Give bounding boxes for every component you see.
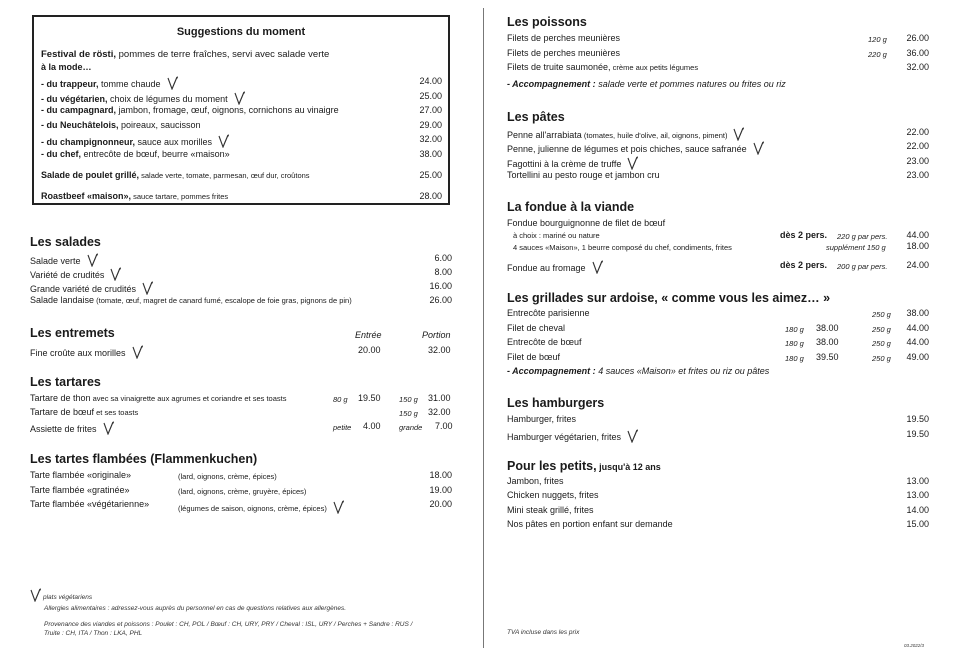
poisson-price: 36.00 <box>906 47 929 58</box>
grillade-price2: 38.00 <box>906 308 929 318</box>
hamburger-name: Hamburger, frites <box>507 414 577 424</box>
tarte-desc-text: (lard, oignons, crème, épices) <box>178 472 277 481</box>
poisson-name: Filets de perches meunières <box>507 33 621 43</box>
vegetarian-icon <box>592 260 603 274</box>
tarte-desc <box>178 471 277 482</box>
salade-price: 16.00 <box>429 281 452 291</box>
grillade-name: Entrecôte de bœuf <box>507 337 582 347</box>
fondue-fromage-price: 24.00 <box>906 260 929 270</box>
entremets-col-entree: Entrée <box>355 330 382 340</box>
poisson-item <box>507 33 620 44</box>
fondue-fromage-min: dès 2 pers. <box>780 260 828 270</box>
grillade-qty1: 180 g <box>785 324 804 334</box>
poisson-name: Filets de truite saumonée, <box>507 62 611 72</box>
rosti-item-name: - du champignonneur, <box>41 137 135 147</box>
rosti-item <box>41 105 339 116</box>
pates-item <box>507 156 638 170</box>
grillade-qty1: 180 g <box>785 339 804 348</box>
vegetarian-icon <box>103 421 114 435</box>
entremets-portion-price: 32.00 <box>428 345 451 355</box>
poisson-desc: crème aux petits légumes <box>610 63 699 72</box>
pates-name: Tortellini au pesto rouge et jambon cru <box>507 169 660 180</box>
rosti-item <box>41 91 245 105</box>
fondue-bourg-supplement: supplément 150 g <box>826 243 886 252</box>
salade-name: Variété de crudités <box>30 270 105 280</box>
salade-name: Salade verte <box>30 256 81 266</box>
petits-price: 13.00 <box>906 476 929 486</box>
rosti-item-desc: sauce aux morilles <box>135 137 213 147</box>
hamburger-item <box>507 414 576 425</box>
salade-name: Grande variété de crudités <box>30 284 137 294</box>
menu-code: 03.2022/3 <box>904 643 925 648</box>
petits-price: 15.00 <box>906 518 929 529</box>
salade-name: Salade landaise <box>30 295 95 305</box>
grillade-price2: 44.00 <box>906 322 929 333</box>
hamburger-price: 19.50 <box>906 428 929 439</box>
grillade-qty2: 250 g <box>872 353 891 363</box>
vegetarian-icon <box>110 267 121 281</box>
rosti-item-name: - du trappeur, <box>41 79 99 89</box>
tarte-desc <box>178 486 306 497</box>
rosti-item-price: 24.00 <box>419 76 442 86</box>
rosti-item-desc: entrecôte de bœuf, beurre «maison» <box>81 148 230 159</box>
grillades-title: Les grillades sur ardoise, « comme vous les aimez… » <box>507 291 831 305</box>
tartare-boeuf: Tartare de bœuf et ses toasts <box>30 407 139 417</box>
suggestions-title: Suggestions du moment <box>176 26 306 38</box>
fondue-bourg-sauces: 4 sauces «Maison», 1 beurre composé du chef, condiments, frites <box>513 243 732 252</box>
vegetarian-icon <box>627 429 638 443</box>
salade-price: 6.00 <box>434 253 452 263</box>
grillade-name: Entrecôte parisienne <box>507 308 590 318</box>
rosti-item-name: - du Neuchâtelois, <box>41 119 119 130</box>
rosti-item-name: - du végétarien, <box>41 93 108 104</box>
pates-desc: (tomates, huile d'olive, ail, oignons, piment) <box>581 131 728 140</box>
suggestions-box <box>32 15 450 205</box>
tarte-desc-text: (légumes de saison, oignons, crème, épices) <box>178 504 327 513</box>
petits-price: 14.00 <box>906 504 929 515</box>
salade-item <box>30 267 121 281</box>
petits-price: 13.00 <box>906 490 929 501</box>
tartare-thon-price1: 19.50 <box>358 393 381 403</box>
grillade-qty1: 180 g <box>785 353 804 363</box>
poisson-name: Filets de perches meunières <box>507 47 621 58</box>
poisson-qty: 120 g <box>868 35 887 44</box>
entremets-entree-price: 20.00 <box>358 345 381 355</box>
rosti-item-desc: tomme chaude <box>98 79 161 89</box>
petits-item: Nos pâtes en portion enfant sur demande <box>507 518 673 529</box>
fondue-bourg-supp-price: 18.00 <box>906 241 929 251</box>
tarte-price: 19.00 <box>429 484 452 495</box>
hamburger-price: 19.50 <box>906 414 929 424</box>
tarte-desc <box>178 500 344 514</box>
fondue-title: La fondue à la viande <box>507 200 635 214</box>
grillade-name: Filet de bœuf <box>507 351 561 362</box>
grillade-name: Filet de cheval <box>507 322 566 333</box>
salade-item <box>30 295 352 306</box>
rosti-item-price: 27.00 <box>419 105 442 115</box>
entremets-item: Fine croûte aux morilles <box>30 345 143 359</box>
grillade-qty2: 250 g <box>872 339 891 348</box>
frites-price1: 4.00 <box>363 421 381 431</box>
tartare-boeuf-qty2: 150 g <box>399 409 418 418</box>
vegetarian-icon <box>87 253 98 267</box>
tva-note: TVA incluse dans les prix <box>507 629 580 636</box>
grillade-price1: 39.50 <box>816 351 839 362</box>
grillade-price2: 44.00 <box>906 337 929 347</box>
salade-price: 8.00 <box>434 267 452 277</box>
poisson-qty: 220 g <box>868 49 887 59</box>
tartare-thon-qty1: 80 g <box>333 395 348 404</box>
fondue-fromage: Fondue au fromage <box>507 260 603 274</box>
roastbeef-price: 28.00 <box>419 191 442 201</box>
rosti-item <box>41 120 201 131</box>
provenance-line2: Truite : CH, ITA / Thon : LKA, PHL <box>44 630 143 637</box>
vegetarian-icon <box>167 76 178 90</box>
hamburger-name: Hamburger végétarien, frites <box>507 431 622 442</box>
rosti-item-price: 25.00 <box>419 90 442 101</box>
pates-title: Les pâtes <box>507 110 565 124</box>
column-divider <box>483 8 484 648</box>
grillade-qty2: 250 g <box>872 324 891 334</box>
tarte-name: Tarte flambée «végétarienne» <box>30 499 150 509</box>
pates-item <box>507 141 764 155</box>
poissons-accompagnement: - Accompagnement : salade verte et pommes natures ou frites ou riz <box>507 79 786 89</box>
fondue-fromage-qty: 200 g par pers. <box>837 262 888 271</box>
veg-legend: plats végétariens <box>30 588 92 603</box>
roastbeef: Roastbeef «maison», sauce tartare, pommes frites <box>41 191 229 201</box>
tartare-thon-qty2: 150 g <box>399 395 418 404</box>
tarte-price: 20.00 <box>429 499 452 509</box>
poisson-item <box>507 62 698 73</box>
pates-item <box>507 170 660 181</box>
rosti-intro-line2: à la mode… <box>41 62 92 72</box>
vegetarian-icon <box>132 345 143 359</box>
tarte-name: Tarte flambée «originale» <box>30 470 132 480</box>
tarte-name: Tarte flambée «gratinée» <box>30 484 130 495</box>
grillade-price2: 49.00 <box>906 351 929 362</box>
rosti-item-price: 29.00 <box>419 119 442 130</box>
frites-price2: 7.00 <box>435 421 453 431</box>
rosti-item-price: 38.00 <box>419 148 442 159</box>
tartare-thon-price2: 31.00 <box>428 393 451 403</box>
pates-price: 23.00 <box>906 155 929 166</box>
tartares-title: Les tartares <box>30 375 101 389</box>
rosti-item <box>41 149 230 160</box>
rosti-item-name: - du chef, <box>41 148 81 159</box>
petits-item: Chicken nuggets, frites <box>507 490 599 501</box>
salade-item <box>30 281 153 295</box>
vegetarian-icon <box>753 141 764 155</box>
fondue-bourguignonne: Fondue bourguignonne de filet de bœuf <box>507 218 666 228</box>
rosti-item <box>41 134 229 148</box>
rosti-intro: Festival de rösti, pommes de terre fraîches, servi avec salade verte <box>41 49 330 60</box>
rosti-item-name: - du campagnard, <box>41 105 117 115</box>
provenance-line1: Provenance des viandes et poissons : Poulet : CH, POL / Bœuf : CH, URY, PRY / Cheval : ISL, URY / Perches + Sandre : RUS / <box>44 621 413 628</box>
tarte-desc-text: (lard, oignons, crème, gruyère, épices) <box>178 486 307 496</box>
poisson-price: 32.00 <box>906 62 929 72</box>
salade-price: 26.00 <box>429 295 452 305</box>
salade-poulet: Salade de poulet grillé, salade verte, tomate, parmesan, œuf dur, croûtons <box>41 170 310 180</box>
poissons-title: Les poissons <box>507 15 587 29</box>
petits-title: Pour les petits, jusqu'à 12 ans <box>507 459 661 473</box>
salade-item <box>30 253 98 267</box>
frites-qty2: grande <box>399 423 423 432</box>
pates-name: Penne all'arrabiata <box>507 130 582 140</box>
pates-name: Fagottini à la crème de truffe <box>507 158 622 169</box>
vegetarian-icon <box>627 156 638 170</box>
poisson-price: 26.00 <box>906 33 929 43</box>
salade-poulet-price: 25.00 <box>419 170 442 180</box>
fondue-bourg-min: dès 2 pers. <box>780 230 828 240</box>
pates-price: 22.00 <box>906 127 929 137</box>
tartare-thon: Tartare de thon avec sa vinaigrette aux agrumes et coriandre et ses toasts <box>30 393 287 403</box>
grillade-qty2: 250 g <box>872 310 891 319</box>
flammkuchen-title: Les tartes flambées (Flammenkuchen) <box>30 452 258 466</box>
vegetarian-icon <box>333 500 344 514</box>
pates-price: 22.00 <box>906 141 929 152</box>
grillade-price1: 38.00 <box>816 322 839 333</box>
poisson-item <box>507 48 620 59</box>
tarte-price: 18.00 <box>429 470 452 480</box>
frites-qty1: petite <box>333 423 352 432</box>
vegetarian-icon <box>234 91 245 105</box>
vegetarian-icon <box>142 281 153 295</box>
grillade-price1: 38.00 <box>816 337 839 347</box>
rosti-item-desc: choix de légumes du moment <box>107 93 228 104</box>
hamburgers-title: Les hamburgers <box>507 396 605 410</box>
tartare-boeuf-price2: 32.00 <box>428 407 451 417</box>
rosti-item-desc: jambon, fromage, œuf, oignons, cornichons au vinaigre <box>116 105 339 115</box>
vegetarian-icon <box>30 588 41 602</box>
fondue-bourg-price: 44.00 <box>906 230 929 240</box>
hamburger-item <box>507 429 638 443</box>
entremets-title: Les entremets <box>30 326 115 340</box>
entremets-col-portion: Portion <box>422 330 451 340</box>
rosti-item <box>41 76 178 90</box>
grillades-accompagnement: - Accompagnement : 4 sauces «Maison» et frites ou riz ou pâtes <box>507 366 770 376</box>
assiette-frites: Assiette de frites <box>30 421 114 435</box>
fondue-bourg-qty: 220 g par pers. <box>837 232 888 241</box>
pates-price: 23.00 <box>906 169 929 180</box>
petits-item: Jambon, frites <box>507 476 564 486</box>
petits-item: Mini steak grillé, frites <box>507 504 594 515</box>
vegetarian-icon <box>218 134 229 148</box>
salade-desc: (tomate, œuf, magret de canard fumé, escalope de foie gras, pignons de pin) <box>94 296 352 305</box>
salades-title: Les salades <box>30 235 101 249</box>
vegetarian-icon <box>733 127 744 141</box>
rosti-item-desc: poireaux, saucisson <box>118 119 201 130</box>
allergies-note: Allergies alimentaires : adressez-vous auprès du personnel en cas de questions relatives aux allergènes. <box>44 605 347 612</box>
rosti-item-price: 32.00 <box>419 134 442 144</box>
pates-item <box>507 127 744 141</box>
fondue-bourg-choice: à choix : mariné ou nature <box>513 231 600 240</box>
pates-name: Penne, julienne de légumes et pois chiches, sauce safranée <box>507 144 747 155</box>
